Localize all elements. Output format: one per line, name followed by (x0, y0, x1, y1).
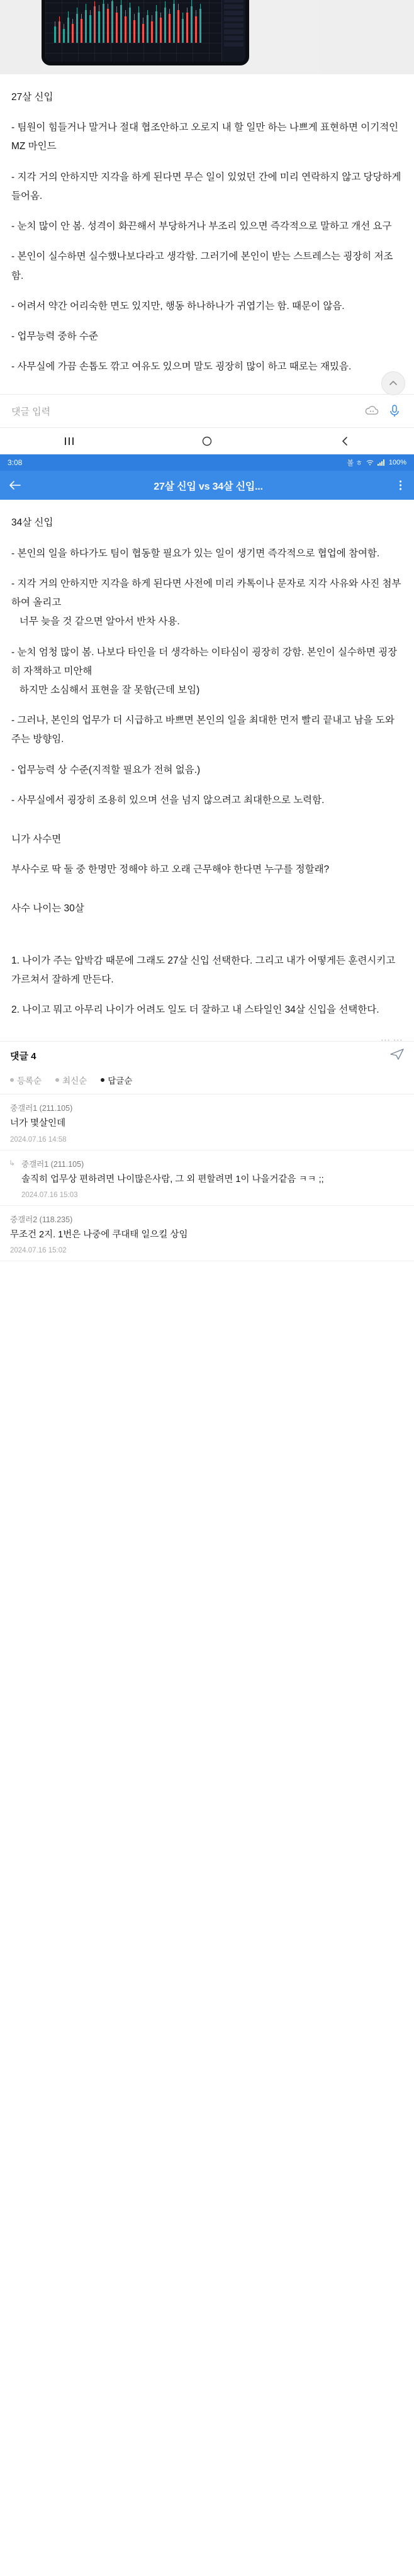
comment-text: 너가 몇살인데 (10, 1118, 66, 1129)
sort-label: 최신순 (62, 1076, 87, 1086)
recents-icon[interactable] (57, 434, 82, 449)
bullet-icon (10, 1078, 14, 1082)
back-icon[interactable] (332, 434, 357, 449)
app-header (0, 471, 414, 500)
more-indicator: ··· ··· (380, 1035, 403, 1046)
section-title-question: 니가 사수면 (11, 834, 62, 845)
panel-row (224, 11, 243, 15)
comment-author: 중갤러1 (211.105) (21, 1159, 84, 1169)
microphone-icon[interactable] (386, 403, 403, 419)
comment-input[interactable]: 댓글 입력 (11, 406, 51, 417)
article-option-2: 2. 나이고 뭐고 아무리 나이가 어려도 일도 더 잘하고 내 스타일인 34살 신입을 선택한다. (11, 1004, 379, 1016)
article-paragraph: - 팀원이 힘들거나 말거나 절대 협조안하고 오로지 내 할 일만 하는 나쁘게 표현하면 이기적인 MZ 마인드 (11, 122, 401, 152)
hero-left-mask (0, 0, 42, 74)
sort-replies[interactable] (101, 1074, 132, 1086)
comment-text: 무조건 2지. 1번은 나중에 쿠대태 일으킬 상임 (10, 1229, 188, 1240)
comment-timestamp: 2024.07.16 14:58 (10, 1135, 67, 1144)
article-paragraph: - 업무능력 중하 수준 (11, 330, 98, 342)
article-paragraph: - 그러나, 본인의 업무가 더 시급하고 바쁘면 본인의 일을 최대한 먼저 빨리 끝내고 남을 도와주는 방향임. (11, 715, 394, 745)
hero-image (0, 0, 414, 74)
reply-arrow-icon: ↳ (9, 1158, 16, 1167)
comment-text: 솔직히 업무상 편하려면 나이많은사람, 그 외 편할려면 1이 나을거같음 ㅋㅋ ;; (21, 1174, 324, 1184)
cloud-sticker-icon[interactable] (364, 403, 380, 419)
panel-row (224, 36, 243, 40)
status-time: 3:08 (8, 458, 23, 468)
home-icon[interactable] (194, 434, 220, 449)
sort-label: 등록순 (17, 1076, 42, 1086)
panel-row (224, 30, 243, 34)
bullet-icon (101, 1078, 104, 1082)
comment-author: 중갤러2 (118.235) (10, 1215, 73, 1224)
article-paragraph: 너무 늦을 것 같으면 알아서 반차 사용. (11, 616, 180, 627)
spacer (11, 821, 403, 830)
chevron-up-icon (389, 379, 398, 388)
overflow-menu-icon[interactable] (393, 480, 408, 491)
article-paragraph: - 눈치 엄청 많이 봄. 나보다 타인을 더 생각하는 이타심이 굉장히 강함. 본인이 실수하면 굉장히 자책하고 미안해 (11, 646, 398, 677)
status-bar (0, 454, 414, 471)
article-paragraph: 부사수로 딱 둘 중 한명만 정해야 하고 오래 근무해야 한다면 누구를 정할래? (11, 864, 330, 875)
comment-item[interactable] (0, 1094, 414, 1150)
spacer (11, 930, 403, 952)
panel-row (224, 23, 243, 28)
panel-row (224, 42, 243, 47)
comment-timestamp: 2024.07.16 15:03 (21, 1191, 78, 1199)
status-indicators (347, 458, 406, 468)
comment-sort-options[interactable] (0, 1070, 414, 1094)
paper-plane-icon[interactable] (390, 1049, 404, 1063)
section-title-34: 34살 신입 (11, 517, 53, 529)
spacer (11, 891, 403, 899)
article-paragraph: - 눈치 많이 안 봄. 성격이 화끈해서 부당하거나 부조리 있으면 즉각적으로 말하고 개선 요구 (11, 221, 392, 232)
panel-row (224, 4, 243, 9)
panel-row (224, 17, 243, 21)
article-paragraph: - 본인의 일을 하다가도 팀이 협동할 필요가 있는 일이 생기면 즉각적으로 협업에 참여함. (11, 548, 380, 559)
wifi-icon (366, 459, 374, 466)
article-paragraph: - 어려서 약간 어리숙한 면도 있지만, 행동 하나하나가 귀엽기는 함. 때문이 않음. (11, 300, 345, 312)
comment-item[interactable] (0, 1206, 414, 1261)
bullet-icon (55, 1078, 59, 1082)
section-title-27: 27살 신입 (11, 92, 53, 103)
article-paragraph: - 지각 거의 안하지만 지각을 하게 된다면 사전에 미리 카톡이나 문자로 지각 사유와 사진 첨부하여 올리고 (11, 578, 401, 609)
article-body-bottom (0, 500, 414, 1046)
comment-timestamp: 2024.07.16 15:02 (10, 1246, 67, 1254)
article-paragraph: - 사무실에서 굉장히 조용히 있으며 선을 넘지 않으려고 최대한으로 노력함. (11, 794, 325, 806)
candlestick-series (54, 0, 220, 43)
article-paragraph: 사수 나이는 30살 (11, 903, 84, 914)
phone-mockup (42, 0, 249, 65)
comment-input-bar[interactable] (0, 394, 414, 428)
article-paragraph: - 사무실에 가끔 손톱도 깎고 여유도 있으며 말도 굉장히 많이 하고 때로는 재밌음. (11, 361, 352, 373)
sort-label: 답글순 (108, 1076, 133, 1086)
page-title: 27살 신입 vs 34살 신입... (154, 481, 263, 492)
article-option-1: 1. 나이가 주는 압박감 때문에 그래도 27살 신입 선택한다. 그리고 내가 어떻게든 훈련시키고 가르쳐서 잘하게 만든다. (11, 955, 398, 985)
sort-newest[interactable] (55, 1074, 87, 1086)
sort-registered[interactable] (10, 1074, 42, 1086)
chart-area (45, 0, 245, 62)
article-paragraph: - 본인이 실수하면 실수했나보다라고 생각함. 그러기에 본인이 받는 스트레스는 굉장히 저조함. (11, 251, 393, 281)
article-body-top (0, 74, 414, 394)
page-root (0, 0, 414, 1261)
android-navigation-bar[interactable] (0, 428, 414, 454)
comments-header (0, 1041, 414, 1070)
comment-reply-item[interactable] (0, 1150, 414, 1206)
article-paragraph: - 지각 거의 안하지만 지각을 하게 된다면 무슨 일이 있었던 간에 미리 연락하지 않고 당당하게 들어옴. (11, 171, 404, 201)
cellular-icon (378, 459, 385, 466)
comment-author: 중갤러1 (211.105) (10, 1104, 73, 1113)
article-paragraph: 하지만 소심해서 표현을 잘 못함(근데 보임) (11, 684, 200, 695)
arrow-left-icon[interactable] (6, 480, 24, 490)
panel-row (224, 0, 243, 3)
hero-right-mask (320, 0, 414, 74)
article-paragraph: - 업무능력 상 수준(지적할 필요가 전혀 없음.) (11, 764, 201, 775)
status-signal-text: 볼 ㅎ (347, 459, 362, 468)
comments-count: 댓글 4 (10, 1051, 36, 1062)
battery-percent: 100% (388, 459, 406, 467)
chart-order-panel (221, 0, 245, 62)
